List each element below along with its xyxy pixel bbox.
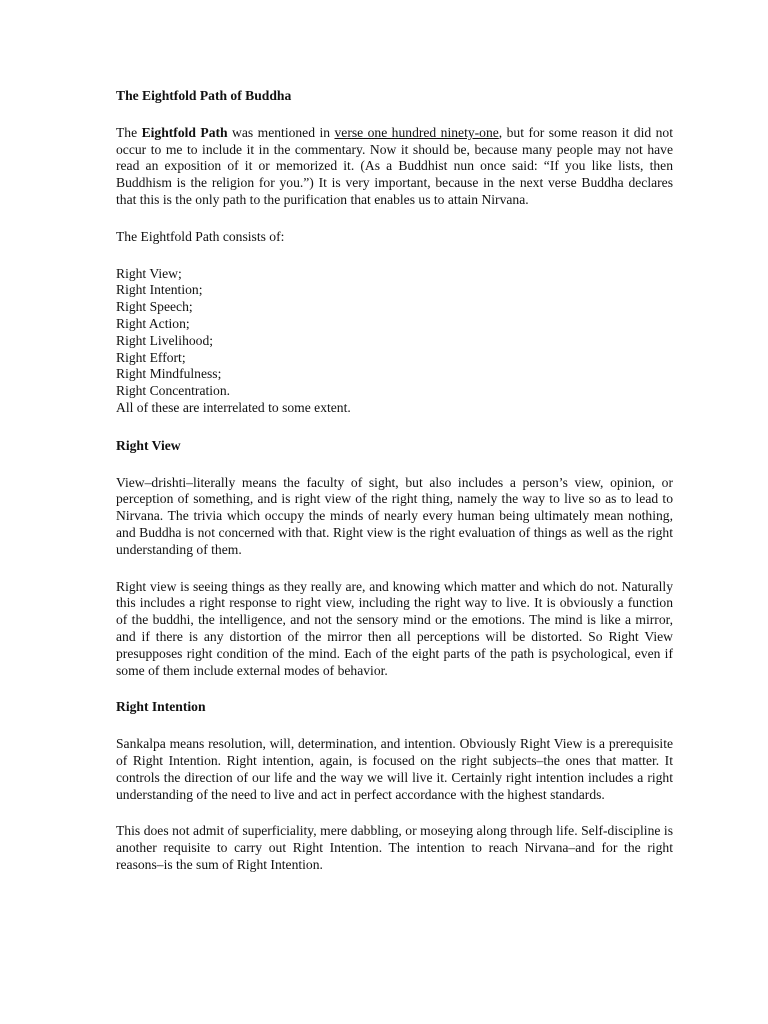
- section-heading-right-view: Right View: [116, 437, 181, 453]
- intro-paragraph: [116, 125, 673, 209]
- list-item: Right View;: [116, 265, 182, 281]
- verse-link[interactable]: verse one hundred ninety-one: [334, 124, 499, 140]
- list-item: Right Effort;: [116, 349, 186, 365]
- list-item: Right Speech;: [116, 299, 193, 315]
- intro-text-3: , but for some reason it did not occur to me to include it in the commentary. Now it should be, because many people may not have read an exposition of it or memorized it. (As a Buddhist nun once said: “If you like lists, then Buddhism is the religion for you.”) It is very important, because in the next verse Buddha declares that this is the only path to the purification that enables us to attain Nirvana.: [116, 124, 673, 207]
- consists-line: The Eightfold Path consists of:: [116, 228, 285, 244]
- list-item: Right Mindfulness;: [116, 366, 222, 382]
- list-item: Right Concentration.: [116, 383, 231, 399]
- intro-text-2: was mentioned in: [227, 124, 335, 140]
- list-item: All of these are interrelated to some extent.: [116, 399, 351, 415]
- right-intention-paragraph-1: Sankalpa means resolution, will, determination, and intention. Obviously Right View is a prerequisite of Right Intention. Right intention, again, is focused on the right subjects–the ones that matter. It controls the direction of our life and the way we will live it. Certainly right intention includes a right understanding of the need to live and act in perfect accordance with the highest standards.: [116, 736, 673, 802]
- right-view-paragraph-2: Right view is seeing things as they really are, and knowing which matter and which do not. Naturally this includes a right response to right view, including the right way to live. It is obviously a function of the buddhi, the intelligence, and not the sensory mind or the emotions. The mind is like a mirror, and if there is any distortion of the mirror then all perceptions will be distorted. So Right View presupposes right condition of the mind. Each of the eight parts of the path is psychological, even if some of them include external modes of behavior.: [116, 578, 673, 678]
- document-page: [116, 84, 673, 894]
- right-view-paragraph-1: View–drishti–literally means the faculty of sight, but also includes a person’s view, opinion, or perception of something, and is right view of the right thing, namely the way to live so as to lead to Nirvana. The trivia which occupy the minds of nearly every human being ultimately mean nothing, and Buddha is not concerned with that. Right view is the right evaluation of things as well as the right understanding of them.: [116, 474, 673, 557]
- list-item: Right Action;: [116, 315, 190, 331]
- list-item: Right Livelihood;: [116, 332, 214, 348]
- intro-bold-term: Eightfold Path: [141, 124, 228, 140]
- section-heading-right-intention: Right Intention: [116, 699, 206, 715]
- list-item: Right Intention;: [116, 282, 203, 298]
- document-title: The Eightfold Path of Buddha: [116, 88, 292, 103]
- intro-text-1: The: [116, 124, 142, 140]
- eightfold-list: [116, 266, 673, 417]
- right-intention-paragraph-2: This does not admit of superficiality, mere dabbling, or moseying along through life. Self-discipline is another requisite to carry out Right Intention. The intention to reach Nirvana–and for the right reasons–is the sum of Right Intention.: [116, 823, 673, 872]
